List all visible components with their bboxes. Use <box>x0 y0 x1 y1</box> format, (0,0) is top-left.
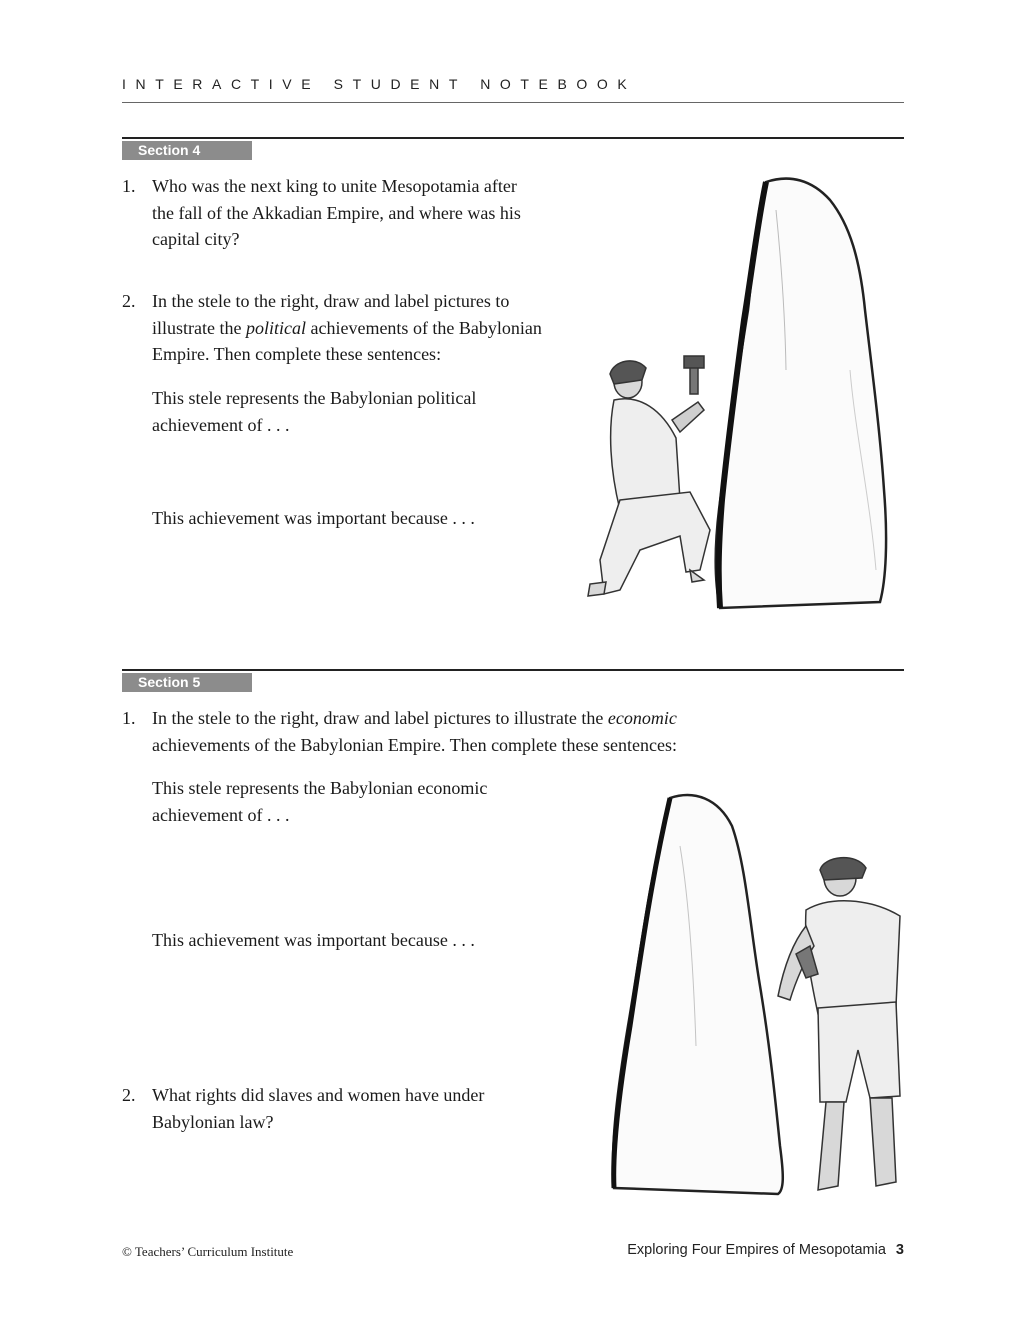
question-number: 1. <box>122 176 136 196</box>
question-line: Empire. Then complete these sentences: <box>152 344 442 364</box>
question-line: Babylonian law? <box>152 1111 274 1132</box>
stele-shape <box>716 179 886 608</box>
section-4-tab: Section 4 <box>122 141 252 160</box>
question-line: the fall of the Akkadian Empire, and where was his <box>152 202 521 223</box>
section-5-prompt-importance: This achievement was important because . . . <box>152 930 475 950</box>
question-line: In the stele to the right, draw and label pictures to illustrate the economic <box>152 708 677 728</box>
question-line: capital city? <box>152 229 240 249</box>
section-4-rule <box>122 137 904 139</box>
question-text <box>152 705 677 758</box>
stele-with-standing-carver-illustration <box>600 786 916 1212</box>
carver-figure <box>778 858 900 1190</box>
section-5-rule <box>122 669 904 671</box>
question-line: illustrate the political achievements of the Babylonian <box>152 317 542 338</box>
book-footer <box>627 1242 904 1258</box>
question-text <box>152 1082 484 1135</box>
question-text <box>152 288 542 368</box>
carver-figure <box>588 356 710 596</box>
question-number: 2. <box>122 291 136 311</box>
emphasis-word: economic <box>607 708 677 728</box>
page-number: 3 <box>895 1242 904 1258</box>
header-title: INTERACTIVE STUDENT NOTEBOOK <box>122 76 637 92</box>
section-5-prompt-achievement: This stele represents the Babylonian economic achievement of . . . <box>152 778 488 825</box>
section-4-prompt-importance: This achievement was important because . . . <box>152 508 475 528</box>
emphasis-word: political <box>245 317 306 338</box>
section-4-prompt-achievement: This stele represents the Babylonian political achievement of . . . <box>152 388 477 435</box>
question-line: Who was the next king to unite Mesopotamia after <box>152 176 517 196</box>
question-number: 2. <box>122 1085 136 1105</box>
copyright-notice: © Teachers’ Curriculum Institute <box>122 1244 294 1259</box>
question-line: What rights did slaves and women have under <box>152 1085 485 1105</box>
question-line: In the stele to the right, draw and label pictures to <box>152 291 510 311</box>
stele-with-kneeling-carver-illustration <box>580 170 910 615</box>
header-rule <box>122 102 904 103</box>
question-line: achievements of the Babylonian Empire. Then complete these sentences: <box>152 734 677 755</box>
section-5-tab: Section 5 <box>122 673 252 692</box>
stele-shape <box>613 795 783 1194</box>
book-title: Exploring Four Empires of Mesopotamia <box>627 1242 886 1258</box>
question-number: 1. <box>122 708 136 728</box>
question-text <box>152 173 521 253</box>
